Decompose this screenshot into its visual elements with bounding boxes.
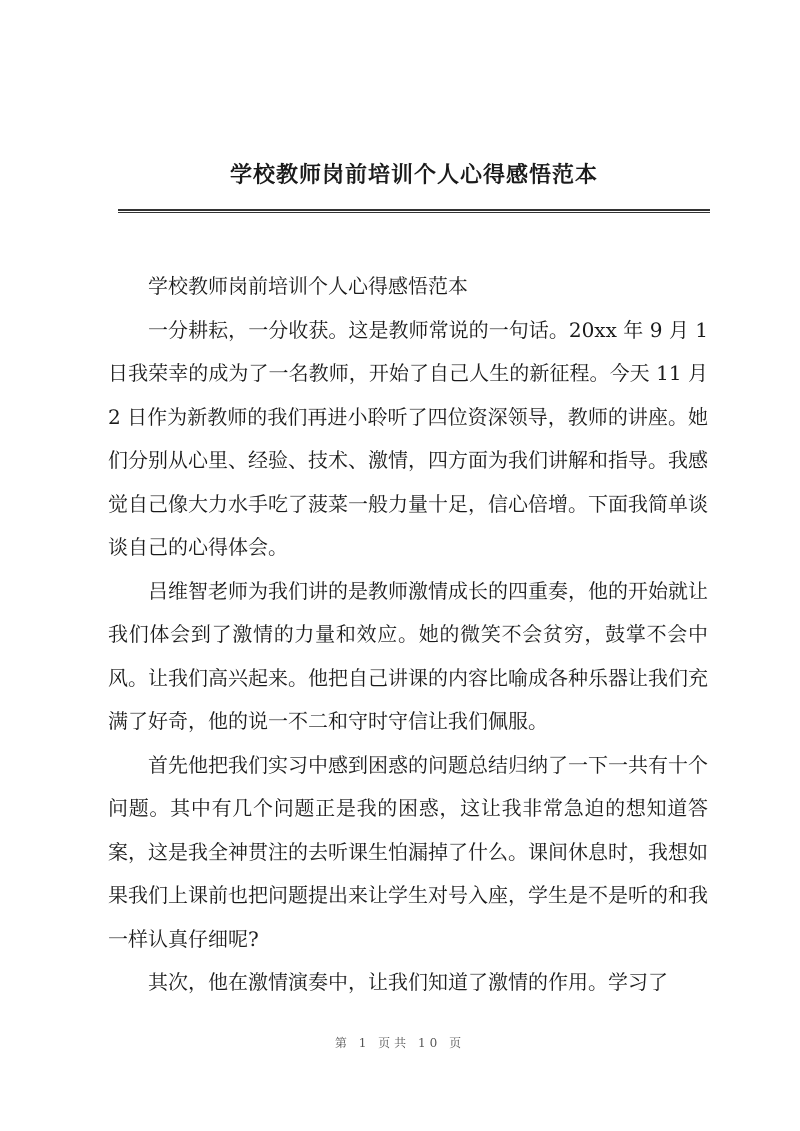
page-footer <box>0 1034 800 1051</box>
footer-total-pages: 10 <box>418 1036 442 1050</box>
paragraph: 吕维智老师为我们讲的是教师激情成长的四重奏，他的开始就让我们体会到了激情的力量和效应。她的微笑不会贫穷，鼓掌不会中风。让我们高兴起来。他把自己讲课的内容比喻成各种乐器让我们充满了好奇，他的说一不二和守时守信让我们佩服。 <box>108 578 708 733</box>
document-title: 学校教师岗前培训个人心得感悟范本 <box>229 162 598 188</box>
footer-label-page: 第 <box>334 1036 351 1050</box>
footer-label-end: 页 <box>449 1036 466 1050</box>
paragraph-heading: 学校教师岗前培训个人心得感悟范本 <box>148 274 468 298</box>
document-body <box>108 265 708 1005</box>
paragraph: 首先他把我们实习中感到困惑的问题总结归纳了一下一共有十个问题。其中有几个问题正是我的困惑，这让我非常急迫的想知道答案，这是我全神贯注的去听课生怕漏掉了什么。课间休息时，我想如果我们上课前也把问题提出来让学生对号入座，学生是不是听的和我一样认真仔细呢? <box>108 752 708 951</box>
paragraph: 一分耕耘，一分收获。这是教师常说的一句话。20xx 年 9 月 1 日我荣幸的成为了一名教师，开始了自己人生的新征程。今天 11 月 2 日作为新教师的我们再进小聆听了四位资深领导，教师的讲座。她们分别从心里、经验、技术、激情，四方面为我们讲解和指导。我感觉自己像大力水手吃了菠菜一般力量十足，信心倍增。下面我简单谈谈自己的心得体会。 <box>108 317 708 559</box>
title-divider <box>118 209 710 213</box>
footer-current-page: 1 <box>358 1036 371 1050</box>
footer-label-of: 页共 <box>378 1036 411 1050</box>
paragraph: 其次，他在激情演奏中，让我们知道了激情的作用。学习了 <box>148 970 668 994</box>
